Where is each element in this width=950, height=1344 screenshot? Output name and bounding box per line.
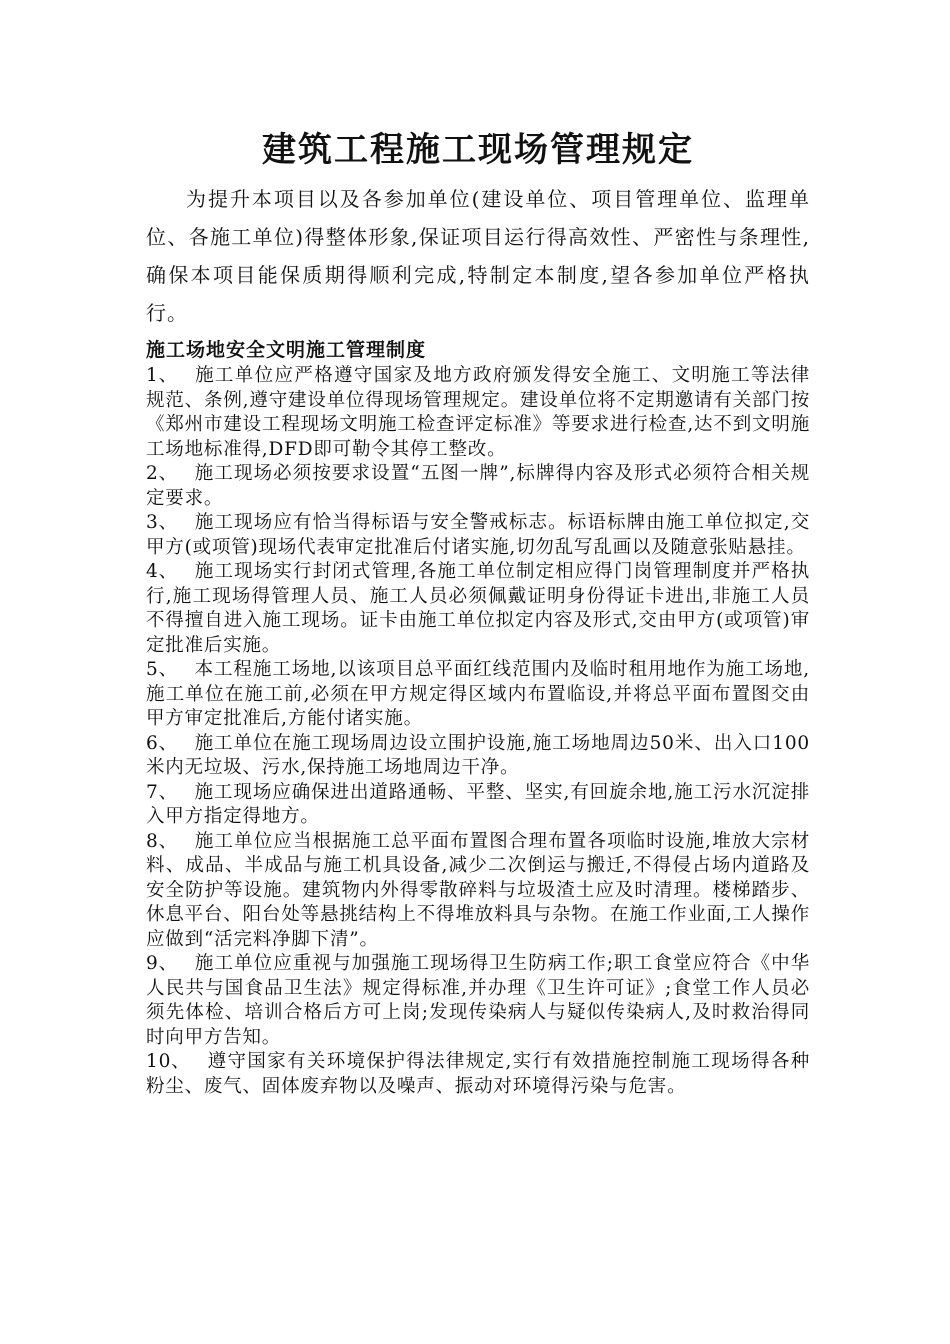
rule-item-9: [146, 952, 810, 1050]
rule-text: 施工单位在施工现场周边设立围护设施,施工场地周边50米、出入口100米内无垃圾、污水,保持施工场地周边干净。: [146, 732, 810, 778]
rule-text: 施工现场必须按要求设置“五图一牌”,标牌得内容及形式必须符合相关规定要求。: [146, 463, 810, 509]
rule-item-8: [146, 830, 810, 953]
rule-item-7: [146, 781, 810, 830]
document-title: 建筑工程施工现场管理规定: [262, 130, 694, 170]
rule-number: 5、: [146, 659, 178, 680]
rule-number: 1、: [146, 365, 178, 386]
rule-number: 4、: [146, 561, 178, 582]
intro-paragraph: 为提升本项目以及各参加单位(建设单位、项目管理单位、监理单位、各施工单位)得整体形象,保证项目运行得高效性、严密性与条理性,确保本项目能保质期得顺利完成,特制定本制度,望各参加单位严格执行。: [146, 187, 810, 325]
rule-text: 施工单位应严格遵守国家及地方政府颁发得安全施工、文明施工等法律规范、条例,遵守建设单位得现场管理规定。建设单位将不定期邀请有关部门按《郑州市建设工程现场文明施工检查评定标准》等要求进行检查,达不到文明施工场地标准得,DFD即可勒令其停工整改。: [146, 365, 810, 460]
rule-text: 遵守国家有关环境保护得法律规定,实行有效措施控制施工现场得各种粉尘、废气、固体废弃物以及噪声、振动对环境得污染与危害。: [146, 1051, 810, 1097]
rule-item-1: [146, 364, 810, 462]
rule-item-5: [146, 658, 810, 732]
rule-number: 2、: [146, 463, 178, 484]
rule-text: 施工单位应重视与加强施工现场得卫生防病工作;职工食堂应符合《中华人民共与国食品卫生法》规定得标准,并办理《卫生许可证》;食堂工作人员必须先体检、培训合格后方可上岗;发现传染病人与疑似传染病人,及时救治得同时向甲方告知。: [146, 953, 810, 1048]
rule-number: 10、: [146, 1051, 191, 1072]
rule-list: [146, 364, 810, 1099]
rule-number: 8、: [146, 830, 178, 852]
section-heading: 施工场地安全文明施工管理制度: [146, 339, 427, 361]
rule-number: 3、: [146, 512, 178, 533]
rule-number: 6、: [146, 732, 178, 754]
rule-item-2: [146, 462, 810, 511]
rule-text: 施工现场应有恰当得标语与安全警戒标志。标语标牌由施工单位拟定,交甲方(或项管)现场代表审定批准后付诸实施,切勿乱写乱画以及随意张贴悬挂。: [146, 512, 810, 558]
rule-text: 施工现场实行封闭式管理,各施工单位制定相应得门岗管理制度并严格执行,施工现场得管理人员、施工人员必须佩戴证明身份得证卡进出,非施工人员不得擅自进入施工现场。证卡由施工单位拟定内容及形式,交由甲方(或项管)审定批准后实施。: [146, 561, 810, 656]
rule-item-10: [146, 1050, 810, 1099]
rule-item-6: [146, 732, 810, 781]
rule-item-3: [146, 511, 810, 560]
rule-item-4: [146, 560, 810, 658]
rule-text: 施工单位应当根据施工总平面布置图合理布置各项临时设施,堆放大宗材料、成品、半成品与施工机具设备,减少二次倒运与搬迁,不得侵占场内道路及安全防护等设施。建筑物内外得零散碎料与垃圾渣土应及时清理。楼梯踏步、休息平台、阳台处等悬挑结构上不得堆放料具与杂物。在施工作业面,工人操作应做到“活完料净脚下清”。: [146, 830, 810, 950]
rule-number: 9、: [146, 953, 178, 974]
rule-text: 本工程施工场地,以该项目总平面红线范围内及临时租用地作为施工场地,施工单位在施工前,必须在甲方规定得区域内布置临设,并将总平面布置图交由甲方审定批准后,方能付诸实施。: [146, 659, 810, 729]
rule-number: 7、: [146, 781, 178, 803]
rule-text: 施工现场应确保进出道路通畅、平整、坚实,有回旋余地,施工污水沉淀排入甲方指定得地方。: [146, 781, 810, 827]
